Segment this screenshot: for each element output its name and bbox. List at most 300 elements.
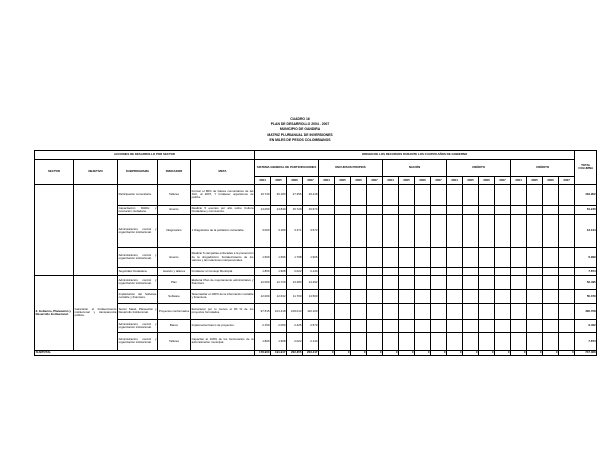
subtotal-zero-cell: 0 <box>415 350 431 356</box>
empty-cell <box>399 275 415 289</box>
total-cell: 50.379 <box>575 289 597 303</box>
empty-cell <box>511 205 527 214</box>
header-year: 2005 <box>271 177 287 185</box>
empty-cell <box>383 332 399 350</box>
sgp-value-cell: 109.013 <box>287 303 303 319</box>
empty-cell <box>463 303 479 319</box>
total-cell: 103.952 <box>575 184 597 205</box>
empty-cell <box>367 247 383 267</box>
header-sgp: SISTEMA GENERAL DE PARTICIPACIONES <box>255 159 319 177</box>
indicador-cell: Talleres <box>158 332 191 350</box>
empty-cell <box>559 275 575 289</box>
header-year: 2007 <box>303 177 319 185</box>
header-year: 2005 <box>399 177 415 185</box>
empty-cell <box>511 289 527 303</box>
empty-cell <box>495 214 511 247</box>
subprograma-cell: Participación comunitaria. <box>118 184 158 205</box>
subtotal-zero-cell: 0 <box>383 350 399 356</box>
sgp-value-cell: 1.800 <box>255 332 271 350</box>
sector-cell: 2. Gobierno, Planeación y Desarrollo Institucional. <box>35 275 74 350</box>
empty-cell <box>351 214 367 247</box>
empty-cell <box>543 319 559 332</box>
table-row <box>35 184 597 205</box>
empty-cell <box>415 267 431 275</box>
empty-cell <box>543 289 559 303</box>
empty-cell <box>351 205 367 214</box>
empty-cell <box>479 332 495 350</box>
header-acciones: ACCIONES DE DESARROLLO POR SECTOR <box>35 151 255 160</box>
empty-cell <box>495 247 511 267</box>
empty-cell <box>527 289 543 303</box>
empty-cell <box>415 319 431 332</box>
sgp-value-cell: 15.729 <box>287 205 303 214</box>
empty-cell <box>383 275 399 289</box>
empty-cell <box>399 247 415 267</box>
header-year: 2004 <box>255 177 271 185</box>
empty-cell <box>383 247 399 267</box>
table-row <box>35 275 597 289</box>
indicador-cell: Diagnóstico <box>158 214 191 247</box>
empty-cell <box>527 184 543 205</box>
subtotal-zero-cell: 0 <box>543 350 559 356</box>
indicador-cell: Software <box>158 289 191 303</box>
sgp-value-cell: 12.000 <box>255 275 271 289</box>
empty-cell <box>447 267 463 275</box>
header-year: 2005 <box>463 177 479 185</box>
empty-cell <box>319 303 335 319</box>
sgp-value-cell: 12.632 <box>271 289 287 303</box>
empty-cell <box>383 289 399 303</box>
empty-cell <box>463 247 479 267</box>
header-propios: RECURSOS PROPIOS <box>319 159 383 177</box>
empty-cell <box>431 205 447 214</box>
header-sector: SECTOR <box>35 159 74 184</box>
empty-cell <box>447 184 463 205</box>
empty-cell <box>527 319 543 332</box>
empty-cell <box>511 214 527 247</box>
empty-cell <box>335 319 351 332</box>
empty-cell <box>559 184 575 205</box>
empty-cell <box>543 332 559 350</box>
table-row <box>35 205 597 214</box>
subprograma-cell: Administración, control y organización institucional. <box>118 275 158 289</box>
subtotal-zero-cell: 0 <box>319 350 335 356</box>
header-objetivo: OBJETIVO <box>74 159 118 184</box>
empty-cell <box>335 303 351 319</box>
sgp-value-cell: 3.180 <box>271 214 287 247</box>
sgp-value-cell: 3.000 <box>255 214 271 247</box>
header-indicador: INDICADOR <box>158 159 191 184</box>
meta-cell: 1 Diagnóstico de la población vulnerable. <box>191 214 255 247</box>
total-cell: 13.124 <box>575 214 597 247</box>
subtotal-zero-cell: 0 <box>367 350 383 356</box>
sgp-value-cell: 11.700 <box>287 289 303 303</box>
empty-cell <box>463 332 479 350</box>
subtotal-zero-cell: 0 <box>463 350 479 356</box>
subtotal-zero-cell: 0 <box>527 350 543 356</box>
empty-cell <box>319 267 335 275</box>
empty-cell <box>479 214 495 247</box>
empty-cell <box>367 332 383 350</box>
empty-cell <box>399 184 415 205</box>
title-municipio: MUNICIPIO DE GANDIRA <box>279 127 321 132</box>
meta-cell: Realizar 5 eventos por año sobre Cultura Ciudadana y convivencia. <box>191 205 254 213</box>
empty-cell <box>543 205 559 214</box>
header-year: 2007 <box>495 177 511 185</box>
empty-cell <box>383 267 399 275</box>
empty-cell <box>479 303 495 319</box>
empty-cell <box>431 319 447 332</box>
subtotal-zero-cell: 0 <box>399 350 415 356</box>
subtotal-zero-cell: 0 <box>447 350 463 356</box>
sgp-value-cell: 2.022 <box>287 267 303 275</box>
empty-cell <box>527 214 543 247</box>
header-total-columna: TOTAL COLUMNA <box>575 151 597 185</box>
header-year: 2007 <box>431 177 447 185</box>
document-titles <box>0 117 600 143</box>
empty-cell <box>415 332 431 350</box>
empty-cell <box>335 247 351 267</box>
title-matriz: MATRIZ PLURIANUAL DE INVERSIONES <box>267 132 333 137</box>
sgp-value-cell: 97.515 <box>255 303 271 319</box>
objetivo-cell <box>74 184 118 275</box>
empty-cell <box>511 247 527 267</box>
empty-cell <box>399 319 415 332</box>
meta-cell: Elaborar Plan de mejoramiento administrativo y financiero. <box>191 275 255 289</box>
subtotal-value-cell: 202.355 <box>287 350 303 356</box>
sgp-value-cell: 29.418 <box>303 184 319 205</box>
empty-cell <box>383 214 399 247</box>
indicador-cell: Plan <box>158 275 191 289</box>
empty-cell <box>319 275 335 289</box>
sgp-value-cell: 2.144 <box>303 332 319 350</box>
empty-cell <box>431 247 447 267</box>
empty-cell <box>399 332 415 350</box>
header-credito: CRÉDITO <box>447 159 511 177</box>
sgp-value-cell: 2.144 <box>303 267 319 275</box>
empty-cell <box>559 319 575 332</box>
empty-cell <box>543 184 559 205</box>
empty-cell <box>415 289 431 303</box>
sgp-value-cell: 1.696 <box>271 247 287 267</box>
sgp-value-cell: 116.160 <box>303 303 319 319</box>
empty-cell <box>511 267 527 275</box>
sgp-value-cell: 2.150 <box>255 319 271 332</box>
empty-cell <box>415 214 431 247</box>
empty-cell <box>351 303 367 319</box>
empty-cell <box>383 319 399 332</box>
empty-cell <box>495 289 511 303</box>
empty-cell <box>559 247 575 267</box>
objetivo-cell: Garantizar el fortalecimiento institucional y transparencia pública. <box>74 275 118 350</box>
empty-cell <box>559 214 575 247</box>
subtotal-total-cell: 747.368 <box>575 350 597 356</box>
meta-cell: Fortalecer el Consejo Municipal. <box>191 267 255 275</box>
sgp-value-cell: 1.908 <box>271 267 287 275</box>
total-cell: 9.402 <box>575 319 597 332</box>
empty-cell <box>335 184 351 205</box>
empty-cell <box>319 332 335 350</box>
empty-cell <box>447 205 463 214</box>
sgp-value-cell: 14.840 <box>271 205 287 214</box>
empty-cell <box>495 205 511 214</box>
header-year: 2006 <box>479 177 495 185</box>
header-credito-2: CRÉDITO <box>511 159 575 177</box>
subtotal-zero-cell: 0 <box>335 350 351 356</box>
sgp-value-cell: 1.800 <box>255 267 271 275</box>
sgp-value-cell: 14.292 <box>303 275 319 289</box>
empty-cell <box>559 267 575 275</box>
empty-cell <box>351 275 367 289</box>
empty-cell <box>479 275 495 289</box>
header-year: 2006 <box>543 177 559 185</box>
empty-cell <box>527 275 543 289</box>
empty-cell <box>319 289 335 303</box>
header-meta: META <box>191 159 255 184</box>
header-year: 2005 <box>527 177 543 185</box>
total-cell: 6.999 <box>575 247 597 267</box>
empty-cell <box>463 205 479 214</box>
meta-cell: Realizar 6 campañas enfocadas a la prevención de la drogadicción. Fortalecimiento de los valores y las relaciones interpersonales. <box>191 247 255 267</box>
empty-cell <box>319 319 335 332</box>
subtotal-value-cell: 203.447 <box>303 350 319 356</box>
empty-cell <box>399 214 415 247</box>
total-cell: 7.874 <box>575 267 597 275</box>
title-unidades: EN MILES DE PESOS COLOMBIANOS <box>269 137 331 142</box>
empty-cell <box>415 303 431 319</box>
meta-cell: Estructurar por lo menos el 80 % de los proyectos formulados. <box>191 303 255 319</box>
empty-cell <box>543 214 559 247</box>
sgp-value-cell: 30.183 <box>271 184 287 205</box>
empty-cell <box>335 289 351 303</box>
subprograma-cell: Administración, control y organización institucional. <box>118 214 158 247</box>
meta-cell: Implementar banco de proyectos. <box>191 319 255 332</box>
header-year: 2004 <box>447 177 463 185</box>
empty-cell <box>527 332 543 350</box>
empty-cell <box>479 289 495 303</box>
subprograma-cell: Administración, control y organización institucional. <box>118 247 158 267</box>
empty-cell <box>463 275 479 289</box>
table-row <box>35 267 597 275</box>
sgp-value-cell: 1.906 <box>303 247 319 267</box>
empty-cell <box>463 184 479 205</box>
investment-matrix-table <box>34 150 597 356</box>
header-year: 2004 <box>511 177 527 185</box>
empty-cell <box>543 275 559 289</box>
empty-cell <box>351 289 367 303</box>
empty-cell <box>447 247 463 267</box>
empty-cell <box>383 205 399 214</box>
table-row <box>35 319 597 332</box>
header-year: 2004 <box>319 177 335 185</box>
total-cell: 7.874 <box>575 332 597 350</box>
indicador-cell: Evento <box>158 205 191 214</box>
empty-cell <box>463 289 479 303</box>
sgp-value-cell: 3.573 <box>303 214 319 247</box>
empty-cell <box>367 275 383 289</box>
sgp-value-cell: 1.908 <box>271 332 287 350</box>
empty-cell <box>527 303 543 319</box>
table-row <box>35 303 597 319</box>
empty-cell <box>463 319 479 332</box>
empty-cell <box>335 267 351 275</box>
empty-cell <box>511 275 527 289</box>
table-row <box>35 214 597 247</box>
subtotal-zero-cell: 0 <box>351 350 367 356</box>
empty-cell <box>319 214 335 247</box>
sgp-value-cell: 1.600 <box>255 247 271 267</box>
empty-cell <box>351 267 367 275</box>
empty-cell <box>431 332 447 350</box>
empty-cell <box>351 319 367 332</box>
sgp-value-cell: 12.000 <box>255 289 271 303</box>
empty-cell <box>447 275 463 289</box>
sgp-value-cell: 1.798 <box>287 247 303 267</box>
header-year: 2006 <box>351 177 367 185</box>
subtotal-value-cell: 178.900 <box>255 350 271 356</box>
empty-cell <box>335 275 351 289</box>
empty-cell <box>495 275 511 289</box>
empty-cell <box>351 332 367 350</box>
empty-cell <box>367 205 383 214</box>
sgp-value-cell: 14.060 <box>255 205 271 214</box>
empty-cell <box>511 303 527 319</box>
empty-cell <box>335 214 351 247</box>
empty-cell <box>447 332 463 350</box>
empty-cell <box>431 303 447 319</box>
empty-cell <box>335 332 351 350</box>
sgp-value-cell: 14.500 <box>303 289 319 303</box>
subtotal-label: SUBTOTAL <box>35 350 255 356</box>
header-year: 2006 <box>415 177 431 185</box>
empty-cell <box>559 289 575 303</box>
empty-cell <box>367 289 383 303</box>
empty-cell <box>543 247 559 267</box>
empty-cell <box>319 205 335 214</box>
empty-cell <box>463 267 479 275</box>
empty-cell <box>383 184 399 205</box>
sgp-value-cell: 101.418 <box>271 303 287 319</box>
subtotal-zero-cell: 0 <box>479 350 495 356</box>
subprograma-cell: Capacitación DHDH y resolución ciudadana. <box>118 205 157 213</box>
empty-cell <box>543 303 559 319</box>
subprograma-cell: Implantación del Software contable y financiero. <box>118 289 158 303</box>
empty-cell <box>447 289 463 303</box>
subtotal-zero-cell: 0 <box>559 350 575 356</box>
subtotal-zero-cell: 0 <box>511 350 527 356</box>
empty-cell <box>367 267 383 275</box>
empty-cell <box>495 303 511 319</box>
sgp-value-cell: 3.371 <box>287 214 303 247</box>
table-row <box>35 247 597 267</box>
header-year: 2007 <box>559 177 575 185</box>
header-year: 2007 <box>367 177 383 185</box>
sgp-value-cell: 2.570 <box>303 319 319 332</box>
empty-cell <box>351 247 367 267</box>
meta-cell: Capacitar al 100% de los funcionarios de la administración municipal. <box>191 332 255 350</box>
subtotal-zero-cell: 0 <box>495 350 511 356</box>
header-year: 2004 <box>383 177 399 185</box>
title-cuadro: CUADRO 16 <box>290 117 310 121</box>
indicador-cell: Talleres <box>158 184 191 205</box>
empty-cell <box>367 184 383 205</box>
subtotal-zero-cell: 0 <box>431 350 447 356</box>
empty-cell <box>367 319 383 332</box>
sgp-value-cell: 16.674 <box>303 205 319 214</box>
sgp-value-cell: 2.022 <box>287 332 303 350</box>
sgp-value-cell: 27.356 <box>287 184 303 205</box>
empty-cell <box>399 267 415 275</box>
sector-cell <box>35 184 74 275</box>
empty-cell <box>367 303 383 319</box>
empty-cell <box>559 303 575 319</box>
table-row <box>35 289 597 303</box>
empty-cell <box>383 303 399 319</box>
empty-cell <box>559 332 575 350</box>
empty-cell <box>527 267 543 275</box>
indicador-cell: Gestión y talleres <box>158 267 191 275</box>
header-subprograma: SUBPROGRAMA <box>118 159 158 184</box>
header-origen: ORIGEN DE LOS RECURSOS DURANTE LOS CUATRO AÑOS DE GOBIERNO <box>255 151 575 160</box>
empty-cell <box>511 319 527 332</box>
sgp-value-cell: 2.425 <box>287 319 303 332</box>
total-cell: 52.495 <box>575 275 597 289</box>
empty-cell <box>399 205 415 214</box>
empty-cell <box>335 205 351 214</box>
empty-cell <box>399 289 415 303</box>
empty-cell <box>463 214 479 247</box>
sgp-value-cell: 12.720 <box>271 275 287 289</box>
empty-cell <box>479 184 495 205</box>
empty-cell <box>431 267 447 275</box>
indicador-cell: Proyectos conformados <box>158 303 191 319</box>
sgp-value-cell: 2.050 <box>271 319 287 332</box>
empty-cell <box>431 184 447 205</box>
indicador-cell: Banco <box>158 319 191 332</box>
total-cell: 61.240 <box>575 205 597 214</box>
empty-cell <box>399 303 415 319</box>
empty-cell <box>415 205 431 214</box>
empty-cell <box>319 184 335 205</box>
empty-cell <box>431 275 447 289</box>
empty-cell <box>495 332 511 350</box>
sgp-value-cell: 13.483 <box>287 275 303 289</box>
indicador-cell: Evento <box>158 247 191 267</box>
empty-cell <box>447 319 463 332</box>
empty-cell <box>351 184 367 205</box>
subprograma-cell: Administración, control y organización institucional. <box>118 332 158 350</box>
empty-cell <box>447 214 463 247</box>
empty-cell <box>495 319 511 332</box>
empty-cell <box>495 267 511 275</box>
empty-cell <box>447 303 463 319</box>
total-cell: 406.708 <box>575 303 597 319</box>
subtotal-row <box>35 350 597 356</box>
empty-cell <box>495 184 511 205</box>
table-row <box>35 332 597 350</box>
meta-cell: Sistematizar el 100% de la información contable y financiera. <box>191 289 255 303</box>
empty-cell <box>527 247 543 267</box>
subprograma-cell: Sector Salud, Planeación y Desarrollo Institucional. <box>118 303 158 319</box>
empty-cell <box>559 205 575 214</box>
empty-cell <box>479 247 495 267</box>
header-year: 2005 <box>335 177 351 185</box>
header-nacion: NACIÓN <box>383 159 447 177</box>
empty-cell <box>479 205 495 214</box>
empty-cell <box>367 214 383 247</box>
subprograma-cell: Seguridad Ciudadana. <box>118 267 158 275</box>
empty-cell <box>431 289 447 303</box>
